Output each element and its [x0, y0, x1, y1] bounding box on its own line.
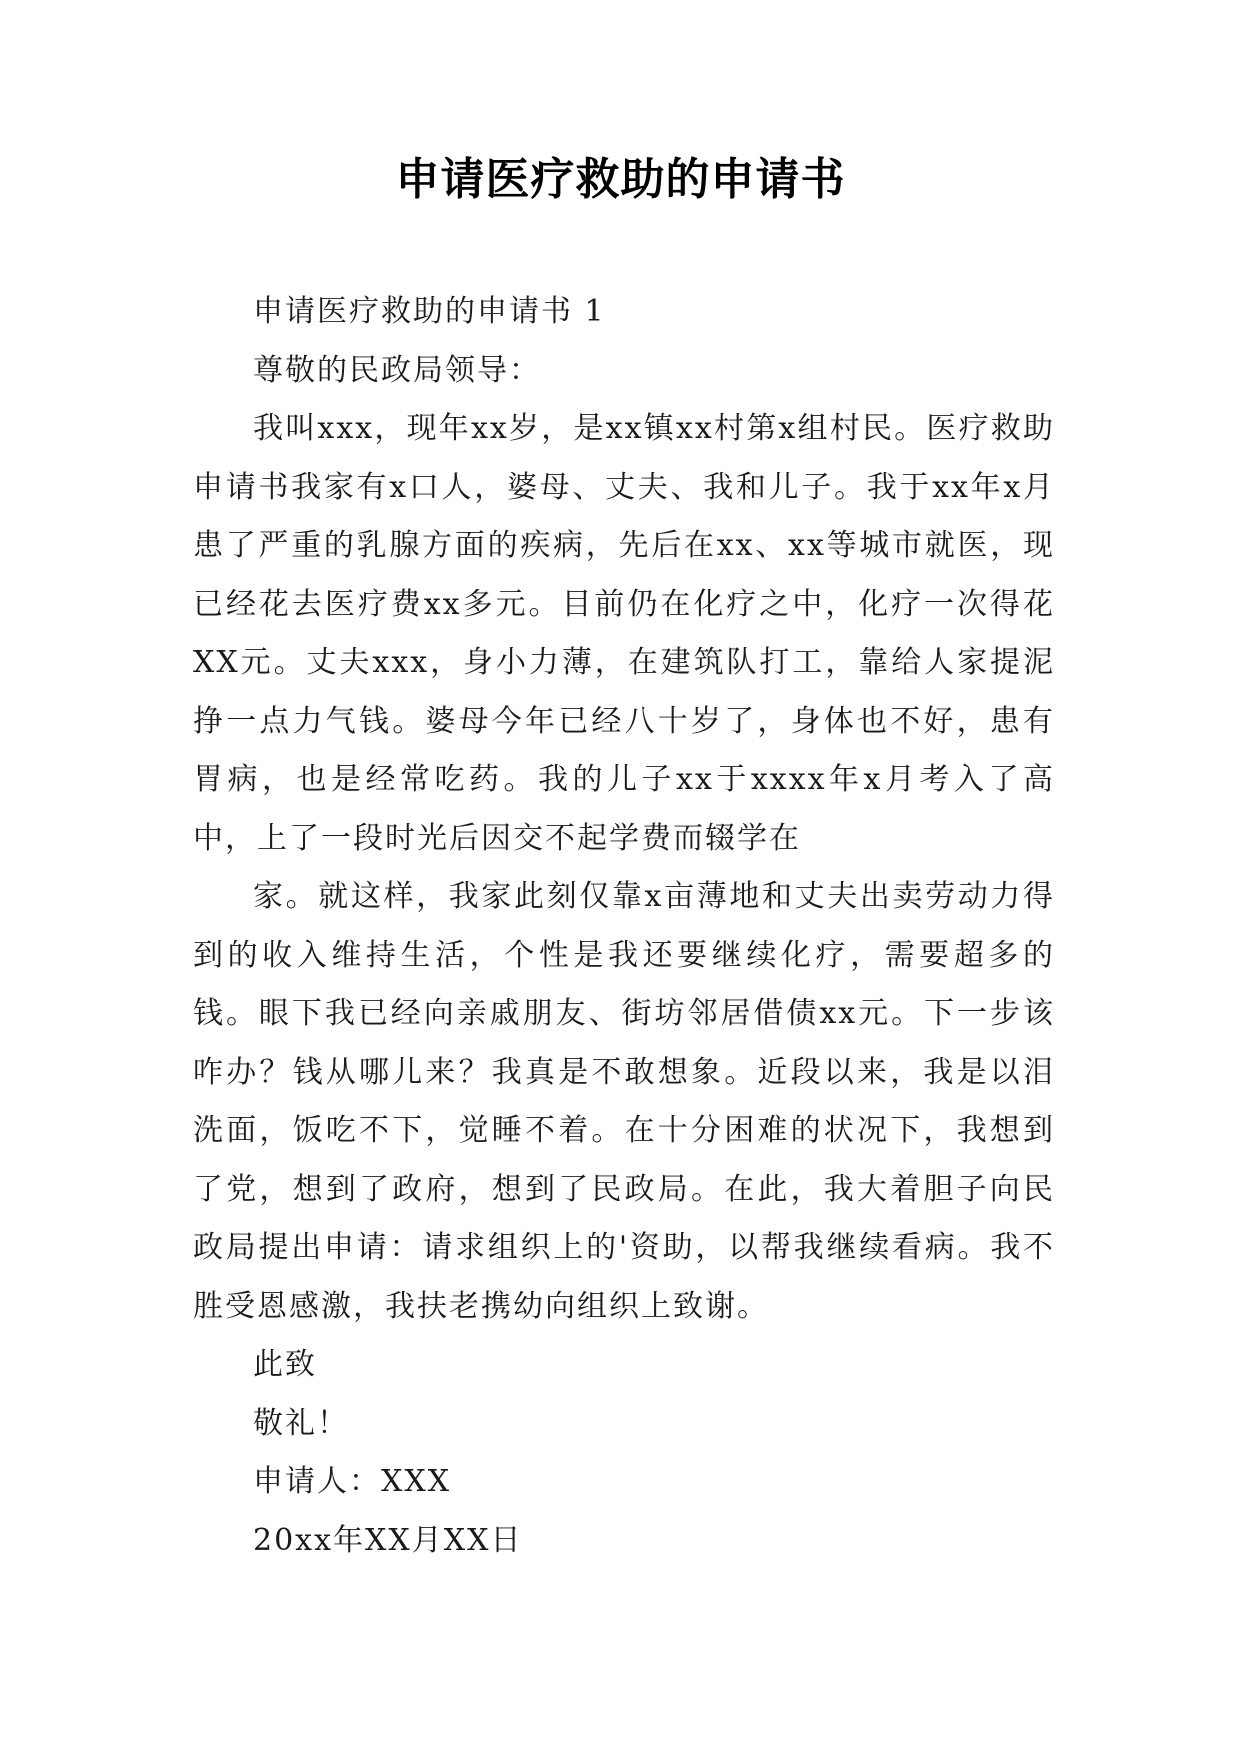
body-paragraph-2: 家。就这样，我家此刻仅靠x亩薄地和丈夫出卖劳动力得到的收入维持生活，个性是我还要继续化疗，需要超多的钱。眼下我已经向亲戚朋友、街坊邻居借债xx元。下一步该咋办？钱从哪儿来？我真是不敢想象。近段以来，我是以泪洗面，饭吃不下，觉睡不着。在十分困难的状况下，我想到了党，想到了政府，想到了民政局。在此，我大着胆子向民政局提出申请：请求组织上的'资助，以帮我继续看病。我不胜受恩感激，我扶老携幼向组织上致谢。 — [193, 879, 1055, 1324]
closing-line-2: 敬礼！ — [253, 1405, 349, 1441]
body-paragraph-1: 我叫xxx，现年xx岁，是xx镇xx村第x组村民。医疗救助申请书我家有x口人，婆母、丈夫、我和儿子。我于xx年x月患了严重的乳腺方面的疾病，先后在xx、xx等城市就医，现已经花去医疗费xx多元。目前仍在化疗之中，化疗一次得花XX元。丈夫xxx，身小力薄，在建筑队打工，靠给人家提泥挣一点力气钱。婆母今年已经八十岁了，身体也不好，患有胃病，也是经常吃药。我的儿子xx于xxxx年x月考入了高中，上了一段时光后因交不起学费而辍学在 — [193, 411, 1055, 856]
document-title: 申请医疗救助的申请书 — [395, 154, 846, 205]
document-subtitle: 申请医疗救助的申请书 1 — [253, 294, 606, 329]
salutation: 尊敬的民政局领导： — [253, 352, 541, 388]
document-date: 20xx年XX月XX日 — [253, 1522, 523, 1558]
applicant-signature: 申请人：XXX — [253, 1464, 452, 1499]
document-body — [193, 283, 1055, 1570]
closing-line-1: 此致 — [253, 1347, 317, 1382]
